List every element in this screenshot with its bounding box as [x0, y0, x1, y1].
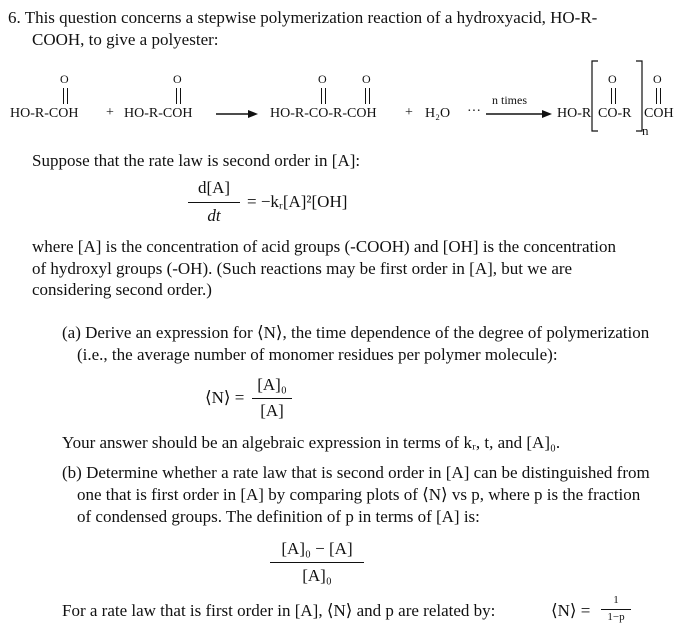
part-b-fraction-bar — [270, 562, 364, 563]
rate-law-numerator: d[A] — [197, 178, 231, 197]
polymer-left: HO-R — [557, 106, 592, 121]
double-bond-6a — [656, 88, 657, 104]
dimer-product: HO-R-CO-R-COH — [270, 106, 377, 121]
problem-intro-line2: COOH, to give a polyester: — [32, 30, 219, 49]
arrow-label: n times — [492, 93, 527, 107]
part-b-relation-denominator: 1−p — [607, 611, 625, 623]
plus-sign-1: + — [106, 105, 114, 120]
right-bracket-icon — [635, 60, 643, 132]
part-b-line-2: one that is first order in [A] by comparing plots of ⟨N⟩ vs p, where p is the fraction — [77, 485, 641, 504]
repeat-arrow-icon — [486, 108, 552, 120]
double-bond-1a — [63, 88, 64, 104]
polymer-repeat-unit: CO-R — [598, 106, 632, 121]
part-a-numerator: [A]₀ — [257, 375, 287, 394]
carbonyl-oxygen-6: O — [653, 72, 662, 86]
double-bond-6b — [660, 88, 661, 104]
double-bond-4b — [369, 88, 370, 104]
double-bond-3b — [325, 88, 326, 104]
rate-law-explain-1: where [A] is the concentration of acid groups (-COOH) and [OH] is the concentration — [32, 237, 616, 256]
plus-sign-2: + — [405, 105, 413, 120]
double-bond-2a — [176, 88, 177, 104]
carbonyl-oxygen-1: O — [60, 72, 69, 86]
part-a-lhs: ⟨N⟩ = — [205, 388, 245, 407]
part-b-line-3: of condensed groups. The definition of p in terms of [A] is: — [77, 507, 480, 526]
polymer-subscript-n: n — [642, 123, 649, 138]
carbonyl-oxygen-5: O — [608, 72, 617, 86]
problem-intro-line1: 6. This question concerns a stepwise polymerization reaction of a hydroxyacid, HO-R- — [8, 8, 598, 27]
water-product: H₂O — [425, 106, 451, 121]
reaction-arrow-icon — [216, 108, 258, 120]
carbonyl-oxygen-2: O — [173, 72, 182, 86]
part-a-answer-note: Your answer should be an algebraic expression in terms of kᵣ, t, and [A]₀. — [62, 433, 561, 452]
double-bond-2b — [180, 88, 181, 104]
part-b-line-1: (b) Determine whether a rate law that is second order in [A] can be distinguished from — [62, 463, 650, 482]
part-b-denominator: [A]₀ — [302, 566, 332, 585]
part-a-fraction-bar — [252, 398, 292, 399]
rate-law-explain-3: considering second order.) — [32, 280, 212, 299]
rate-law-denominator: dt — [207, 206, 221, 225]
rate-law-intro: Suppose that the rate law is second order in [A]: — [32, 151, 361, 170]
part-a-denominator: [A] — [260, 401, 284, 420]
double-bond-4a — [365, 88, 366, 104]
polymer-end-group: COH — [644, 106, 674, 121]
reactant-2: HO-R-COH — [124, 106, 193, 121]
part-b-relation-fraction-bar — [601, 609, 631, 610]
double-bond-3a — [321, 88, 322, 104]
rate-law-explain-2: of hydroxyl groups (-OH). (Such reactions may be first order in [A], but we are — [32, 259, 573, 278]
rate-law-rhs: = −kᵣ[A]²[OH] — [247, 192, 348, 211]
reactant-1: HO-R-COH — [10, 106, 79, 121]
carbonyl-oxygen-3: O — [318, 72, 327, 86]
ellipsis: ··· — [467, 104, 481, 119]
rate-law-fraction-bar — [188, 202, 240, 203]
carbonyl-oxygen-4: O — [362, 72, 371, 86]
part-b-numerator: [A]₀ − [A] — [281, 539, 353, 558]
part-a-line-1: (a) Derive an expression for ⟨N⟩, the time dependence of the degree of polymerization — [62, 323, 650, 342]
double-bond-5b — [615, 88, 616, 104]
part-b-first-order-text: For a rate law that is first order in [A], ⟨N⟩ and p are related by: — [62, 601, 496, 620]
part-b-relation-numerator: 1 — [613, 594, 619, 606]
double-bond-5a — [611, 88, 612, 104]
double-bond-1b — [67, 88, 68, 104]
part-a-line-2: (i.e., the average number of monomer residues per polymer molecule): — [77, 345, 558, 364]
part-b-relation-lhs: ⟨N⟩ = — [551, 601, 591, 620]
